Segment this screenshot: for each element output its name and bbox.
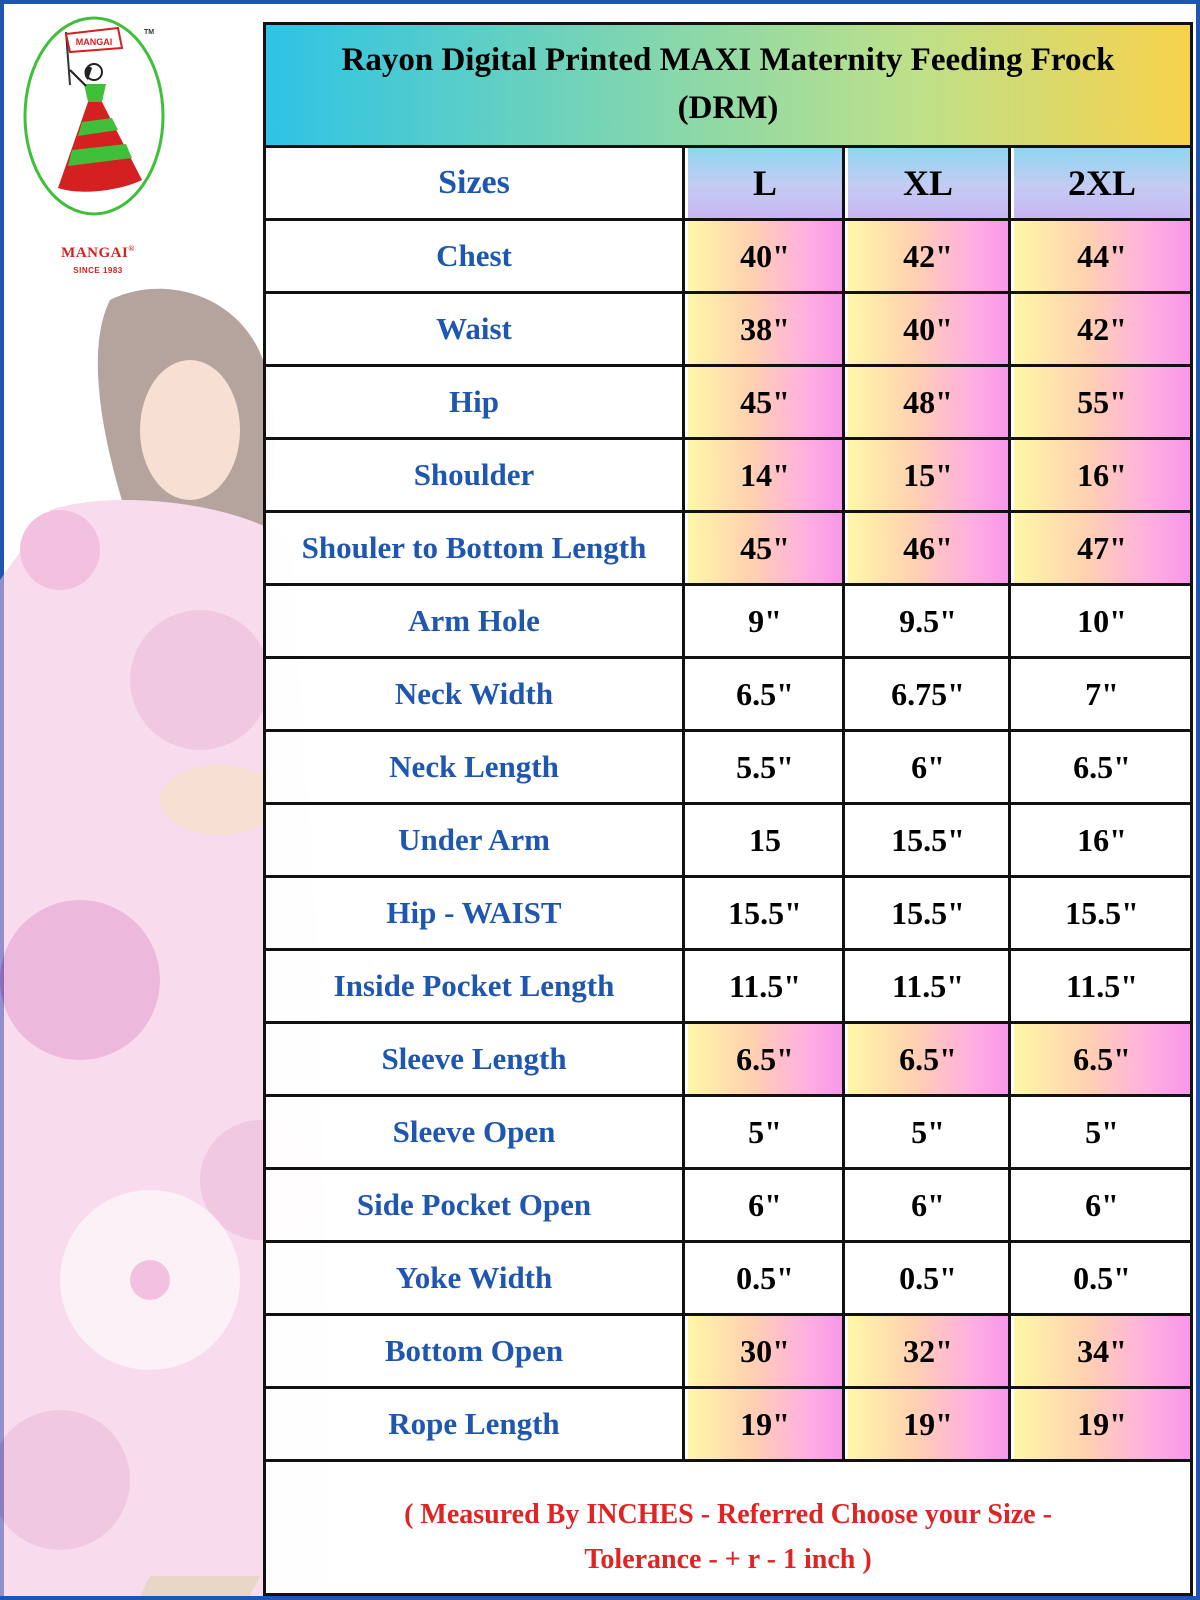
measurement-value: 40" bbox=[848, 294, 1011, 364]
measurement-value: 42" bbox=[848, 221, 1011, 291]
measurement-note bbox=[266, 1482, 1190, 1593]
measurement-value: 15.5" bbox=[688, 878, 845, 948]
table-row bbox=[266, 1170, 1190, 1243]
measurement-value: 6" bbox=[688, 1170, 845, 1240]
brand-logo bbox=[22, 10, 170, 230]
measurement-label: Under Arm bbox=[266, 805, 685, 875]
measurement-value: 16" bbox=[1077, 821, 1127, 858]
measurement-label: Shoulder bbox=[266, 440, 685, 510]
measurement-value: 15" bbox=[848, 440, 1011, 510]
measurement-label: Inside Pocket Length bbox=[266, 951, 685, 1021]
measurement-value: 46" bbox=[848, 513, 1011, 583]
measurement-value: 10" bbox=[1077, 602, 1127, 639]
measurement-value: 15.5" bbox=[848, 805, 1011, 875]
table-row bbox=[266, 805, 1190, 878]
measurement-value: 0.5" bbox=[688, 1243, 845, 1313]
measurement-label: Sleeve Open bbox=[266, 1097, 685, 1167]
measurement-value: 19" bbox=[848, 1389, 1011, 1459]
table-row bbox=[266, 586, 1190, 659]
measurement-label: Neck Width bbox=[266, 659, 685, 729]
table-row bbox=[266, 221, 1190, 294]
table-row bbox=[266, 513, 1190, 586]
table-row bbox=[266, 951, 1190, 1024]
table-row bbox=[266, 732, 1190, 805]
chart-title bbox=[266, 25, 1190, 148]
chart-title-line1: Rayon Digital Printed MAXI Maternity Feeding Frock bbox=[341, 42, 1115, 79]
measurement-value: 6.75" bbox=[848, 659, 1011, 729]
measurement-value: 32" bbox=[848, 1316, 1011, 1386]
measurement-value: 5" bbox=[688, 1097, 845, 1167]
measurement-value: 47" bbox=[1014, 513, 1190, 583]
measurement-label: Bottom Open bbox=[266, 1316, 685, 1386]
measurement-value: 5.5" bbox=[688, 732, 845, 802]
logo-flag-text: MANGAI bbox=[75, 37, 113, 47]
table-row bbox=[266, 1389, 1190, 1462]
measurement-value: 0.5" bbox=[1073, 1259, 1131, 1296]
measurement-value: 7" bbox=[1085, 675, 1119, 712]
measurement-value: 6" bbox=[1085, 1186, 1119, 1223]
table-row bbox=[266, 1097, 1190, 1170]
size-chart-table bbox=[263, 22, 1193, 1596]
header-label: Sizes bbox=[266, 148, 685, 218]
brand-since: SINCE 1983 bbox=[73, 266, 123, 275]
measurement-value: 6.5" bbox=[688, 659, 845, 729]
table-row bbox=[266, 1243, 1190, 1316]
measurement-value: 6.5" bbox=[848, 1024, 1011, 1094]
measurement-label: Waist bbox=[266, 294, 685, 364]
measurement-value: 11.5" bbox=[688, 951, 845, 1021]
measurement-value: 14" bbox=[688, 440, 845, 510]
brand-name: MANGAI® bbox=[61, 244, 135, 261]
measurement-value: 5" bbox=[848, 1097, 1011, 1167]
measurement-label: Chest bbox=[266, 221, 685, 291]
header-row bbox=[266, 148, 1190, 221]
measurement-value: 15.5" bbox=[1065, 894, 1139, 931]
measurement-label: Arm Hole bbox=[266, 586, 685, 656]
measurement-value: 9.5" bbox=[848, 586, 1011, 656]
measurement-value: 44" bbox=[1014, 221, 1190, 291]
table-row bbox=[266, 878, 1190, 951]
measurement-value: 34" bbox=[1014, 1316, 1190, 1386]
table-row bbox=[266, 294, 1190, 367]
measurement-value: 45" bbox=[688, 513, 845, 583]
measurement-value: 42" bbox=[1014, 294, 1190, 364]
measurement-label: Shouler to Bottom Length bbox=[266, 513, 685, 583]
measurement-value: 19" bbox=[688, 1389, 845, 1459]
measurement-label: Hip - WAIST bbox=[266, 878, 685, 948]
measurement-label: Yoke Width bbox=[266, 1243, 685, 1313]
measurement-value: 0.5" bbox=[848, 1243, 1011, 1313]
size-l-header: L bbox=[688, 148, 845, 218]
measurement-value: 19" bbox=[1014, 1389, 1190, 1459]
measurement-value: 16" bbox=[1014, 440, 1190, 510]
measurement-value: 55" bbox=[1014, 367, 1190, 437]
size-2xl-header: 2XL bbox=[1014, 148, 1190, 218]
table-row bbox=[266, 659, 1190, 732]
measurement-value: 11.5" bbox=[1066, 967, 1138, 1004]
measurement-value: 6.5" bbox=[688, 1024, 845, 1094]
measurement-label: Sleeve Length bbox=[266, 1024, 685, 1094]
measurement-note-line2: Tolerance - + r - 1 inch ) bbox=[584, 1543, 872, 1575]
measurement-note-line1: ( Measured By INCHES - Referred Choose your Size - bbox=[404, 1498, 1052, 1530]
measurement-value: 15 bbox=[688, 805, 845, 875]
measurement-value: 30" bbox=[688, 1316, 845, 1386]
measurement-value: 6" bbox=[848, 732, 1011, 802]
logo-tm-text: TM bbox=[144, 29, 155, 36]
table-row bbox=[266, 1024, 1190, 1097]
measurement-label: Rope Length bbox=[266, 1389, 685, 1459]
measurement-value: 15.5" bbox=[848, 878, 1011, 948]
measurement-value: 48" bbox=[848, 367, 1011, 437]
measurement-value: 5" bbox=[1085, 1113, 1119, 1150]
measurement-value: 11.5" bbox=[848, 951, 1011, 1021]
measurement-value: 6.5" bbox=[1073, 748, 1131, 785]
chart-title-line2: (DRM) bbox=[677, 90, 779, 126]
measurement-value: 6.5" bbox=[1014, 1024, 1190, 1094]
table-row bbox=[266, 1316, 1190, 1389]
measurement-label: Side Pocket Open bbox=[266, 1170, 685, 1240]
measurement-label: Hip bbox=[266, 367, 685, 437]
measurement-value: 6" bbox=[848, 1170, 1011, 1240]
measurement-value: 45" bbox=[688, 367, 845, 437]
measurement-value: 40" bbox=[688, 221, 845, 291]
measurement-label: Neck Length bbox=[266, 732, 685, 802]
table-row bbox=[266, 440, 1190, 513]
size-xl-header: XL bbox=[848, 148, 1011, 218]
table-row bbox=[266, 367, 1190, 440]
measurement-value: 9" bbox=[688, 586, 845, 656]
measurement-value: 38" bbox=[688, 294, 845, 364]
